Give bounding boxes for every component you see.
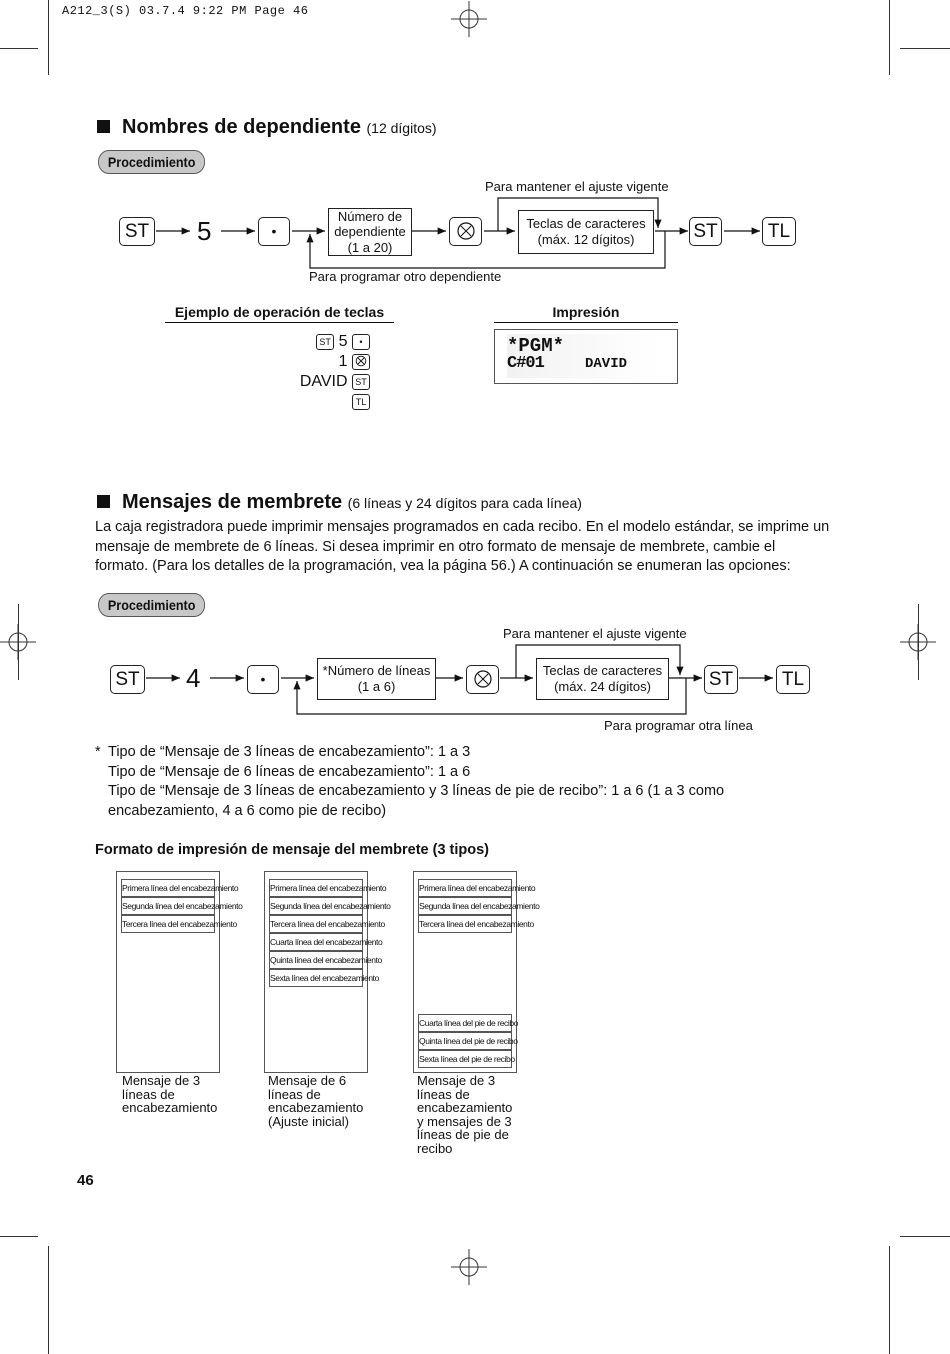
mini-key-st: ST xyxy=(352,374,370,390)
key-tl: TL xyxy=(776,665,810,694)
footnote-line-1: Tipo de “Mensaje de 3 líneas de encabezamiento”: 1 a 3 xyxy=(108,744,471,760)
receipt-line: Quinta línea del pie de recibo xyxy=(418,1032,512,1050)
mini-key-multiply xyxy=(352,354,370,370)
format-heading: Formato de impresión de mensaje del membrete (3 tipos) xyxy=(95,842,490,858)
note-keep-current: Para mantener el ajuste vigente xyxy=(485,179,669,194)
key-st: ST xyxy=(119,217,155,246)
receipt-line: Tercera línea del encabezamiento xyxy=(121,915,215,933)
receipt-caption-3: Mensaje de 3 líneas de encabezamiento y mensajes de 3 líneas de pie de recibo xyxy=(417,1073,513,1156)
section-title-dependiente: Nombres de dependiente (12 dígitos) xyxy=(97,116,437,139)
example-line-3: DAVID ST xyxy=(300,372,370,392)
key-multiply xyxy=(466,665,499,694)
crop-mark xyxy=(889,1246,890,1354)
key-multiply xyxy=(449,217,482,246)
mini-key-tl: TL xyxy=(352,394,370,410)
square-bullet-icon xyxy=(97,495,110,508)
receipt-format-1 xyxy=(116,871,243,1073)
print-header: A212_3(S) 03.7.4 9:22 PM Page 46 xyxy=(62,4,309,18)
registration-mark-icon xyxy=(451,1,487,37)
crop-mark xyxy=(0,1236,38,1237)
receipt-line: Cuarta línea del pie de recibo xyxy=(418,1014,512,1032)
page-number: 46 xyxy=(77,1172,94,1189)
key-st-2: ST xyxy=(704,665,738,694)
key-example xyxy=(200,332,370,412)
crop-mark xyxy=(900,1236,950,1237)
key-4: 4 xyxy=(186,663,201,693)
example-heading: Ejemplo de operación de teclas xyxy=(165,304,394,323)
receipt-line: Primera línea del encabezamiento xyxy=(269,879,363,897)
procedure-badge-2: Procedimiento xyxy=(98,593,205,617)
receipt-format-2 xyxy=(264,871,391,1073)
note-program-other-line: Para programar otra línea xyxy=(604,718,753,733)
circle-x-icon xyxy=(355,355,367,367)
crop-mark xyxy=(48,0,49,75)
example-line-4 xyxy=(352,392,370,412)
print-line-name: DAVID xyxy=(585,356,628,372)
intro-paragraph: La caja registradora puede imprimir mensajes programados en cada recibo. En el modelo estándar, se imprime un mensaje de membrete de 6 líneas. Si desea imprimir en otro formato de mensaje de membrete, cambie el formato. (Para los detalles de la programación, vea la página 56.) A continuación se enumeran las opciones: xyxy=(95,519,830,574)
key-st: ST xyxy=(110,665,145,694)
footnote-line-4: encabezamiento, 4 a 6 como pie de recibo) xyxy=(108,802,387,819)
receipt-caption-1: Mensaje de 3 líneas de encabezamiento xyxy=(122,1073,218,1115)
key-tl: TL xyxy=(762,217,796,246)
footnote-star: * xyxy=(95,744,101,760)
receipt-line: Cuarta línea del encabezamiento xyxy=(269,933,363,951)
circle-x-icon xyxy=(456,221,476,241)
mini-key-dot: • xyxy=(352,334,370,350)
receipt-line: Segunda línea del encabezamiento xyxy=(418,897,512,915)
circle-x-icon xyxy=(473,669,493,689)
character-keys-box-2: Teclas de caracteres (máx. 24 dígitos) xyxy=(536,658,669,700)
receipt-line: Primera línea del encabezamiento xyxy=(121,879,215,897)
example-line-1: ST 5 • xyxy=(316,332,370,352)
receipt-line: Primera línea del encabezamiento xyxy=(418,879,512,897)
receipt-line: Segunda línea del encabezamiento xyxy=(121,897,215,915)
procedure-badge: Procedimiento xyxy=(98,150,205,174)
receipt-format-3 xyxy=(413,871,540,1073)
print-line-code: C#01 xyxy=(507,354,544,373)
footnote-line-2: Tipo de “Mensaje de 6 líneas de encabezamiento”: 1 a 6 xyxy=(108,763,471,780)
footnote xyxy=(108,743,848,821)
print-heading: Impresión xyxy=(494,304,678,323)
character-keys-box: Teclas de caracteres (máx. 12 dígitos) xyxy=(518,210,654,254)
key-st-2: ST xyxy=(689,217,722,246)
receipt-line: Sexta línea del encabezamiento xyxy=(269,969,363,987)
note-keep-current-2: Para mantener el ajuste vigente xyxy=(503,626,687,641)
crop-mark xyxy=(48,1246,49,1354)
key-5: 5 xyxy=(197,216,212,246)
receipt-line: Tercera línea del encabezamiento xyxy=(418,915,512,933)
crop-mark xyxy=(0,48,38,49)
receipt-line: Quinta línea del encabezamiento xyxy=(269,951,363,969)
receipt-line: Segunda línea del encabezamiento xyxy=(269,897,363,915)
line-number-box: *Número de líneas (1 a 6) xyxy=(317,658,436,700)
section-title-membrete: Mensajes de membrete (6 líneas y 24 dígitos para cada línea) xyxy=(97,491,582,514)
print-sample xyxy=(494,329,678,384)
key-dot: • xyxy=(247,665,279,694)
square-bullet-icon xyxy=(97,120,110,133)
receipt-caption-2: Mensaje de 6 líneas de encabezamiento (Ajuste inicial) xyxy=(268,1073,364,1129)
crop-mark xyxy=(889,0,890,75)
key-dot: • xyxy=(258,217,290,246)
receipt-line: Tercera línea del encabezamiento xyxy=(269,915,363,933)
note-program-other: Para programar otro dependiente xyxy=(309,269,502,284)
crop-mark xyxy=(900,48,950,49)
mini-key-st: ST xyxy=(316,334,334,350)
print-line-pgm: *PGM* xyxy=(507,335,565,357)
example-line-2: 1 xyxy=(339,352,370,372)
footnote-line-3: Tipo de “Mensaje de 3 líneas de encabezamiento y 3 líneas de pie de recibo”: 1 a 6 (1 a 3 como xyxy=(108,783,725,799)
dependent-number-box: Número de dependiente (1 a 20) xyxy=(328,208,412,256)
receipt-line: Sexta línea del pie de recibo xyxy=(418,1050,512,1068)
registration-mark-icon xyxy=(451,1249,487,1285)
